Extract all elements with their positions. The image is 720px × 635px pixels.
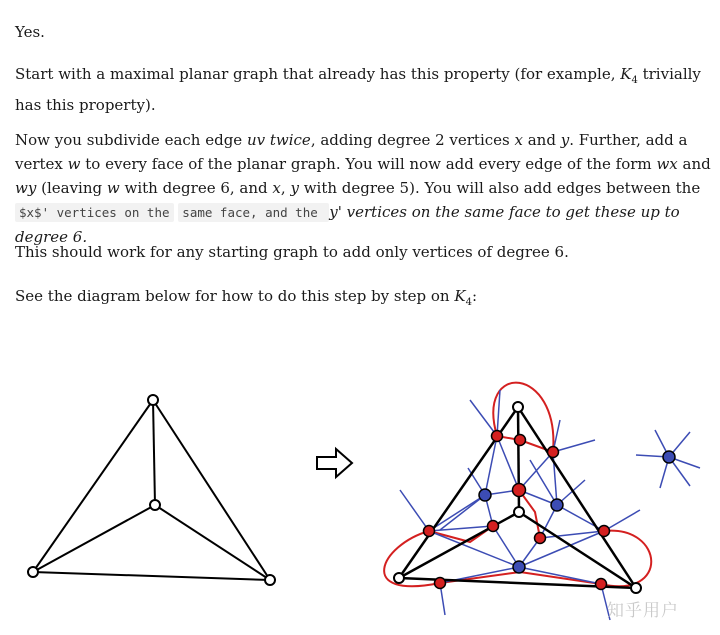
vertex-x bbox=[488, 521, 499, 532]
vertex bbox=[148, 395, 158, 405]
edge bbox=[33, 400, 153, 572]
math-w: w bbox=[106, 179, 120, 197]
vertex-y bbox=[599, 526, 610, 537]
vertex-y bbox=[596, 579, 607, 590]
edge bbox=[155, 505, 270, 580]
vertex bbox=[150, 500, 160, 510]
vertex-w bbox=[551, 499, 563, 511]
math-y: y bbox=[560, 131, 570, 149]
vertex-w bbox=[479, 489, 491, 501]
vertex bbox=[631, 583, 641, 593]
paragraph-subdivide: Now you subdivide each edge uv twice, adding degree 2 vertices x and y. Further, add a vertex w to every face of the planar graph. You will now add every edge of the form wx and wy (leaving w with degree 6, and x, y with degree 5). You will also add edges between the $x$' vertices on the same face, and the y' vertices on the same face to get these up to degree 6. bbox=[15, 131, 711, 246]
math-y: y bbox=[290, 179, 299, 197]
paragraph-yes: Yes. bbox=[15, 23, 45, 41]
vertex bbox=[514, 507, 524, 517]
vertex bbox=[513, 402, 523, 412]
math-wy: wy bbox=[15, 179, 37, 197]
math-x: x bbox=[272, 179, 281, 197]
arrow-right-icon bbox=[317, 449, 352, 477]
math-wx: wx bbox=[656, 155, 678, 173]
math-x: x bbox=[514, 131, 523, 149]
vertex-y bbox=[513, 484, 526, 497]
math-w: w bbox=[67, 155, 81, 173]
inline-code: same face, and the bbox=[178, 203, 329, 222]
paragraph-start: Start with a maximal planar graph that already has this property (for example, $K_4$ trivially has this property). bbox=[15, 65, 701, 114]
vertex-x bbox=[492, 431, 503, 442]
edge bbox=[33, 572, 270, 580]
vertex-y bbox=[548, 447, 559, 458]
edge bbox=[153, 400, 155, 505]
paragraph-degree6: This should work for any starting graph to add only vertices of degree 6. bbox=[15, 243, 569, 261]
edge bbox=[33, 505, 155, 572]
emph-twice: twice bbox=[265, 131, 311, 149]
math-k4: $K_4$ bbox=[454, 287, 472, 308]
math-uv: uv bbox=[246, 131, 266, 149]
paragraph-see-diagram: See the diagram below for how to do this step by step on $K_4$: bbox=[15, 287, 477, 308]
vertex-w bbox=[513, 561, 525, 573]
vertex-x bbox=[515, 435, 526, 446]
vertex bbox=[394, 573, 404, 583]
inline-code: $x$' vertices on the bbox=[15, 203, 174, 222]
subdivided-graph bbox=[384, 383, 651, 620]
vertex-x bbox=[424, 526, 435, 537]
outer-face-vertex bbox=[636, 430, 700, 488]
vertex-y bbox=[535, 533, 546, 544]
vertex bbox=[28, 567, 38, 577]
vertex-x bbox=[435, 578, 446, 589]
edge bbox=[153, 400, 270, 580]
watermark: 知乎用户 bbox=[607, 601, 679, 621]
vertex bbox=[265, 575, 275, 585]
red-loop bbox=[601, 531, 651, 587]
k4-graph bbox=[33, 400, 270, 580]
math-k4: $K_4$ bbox=[620, 65, 638, 86]
